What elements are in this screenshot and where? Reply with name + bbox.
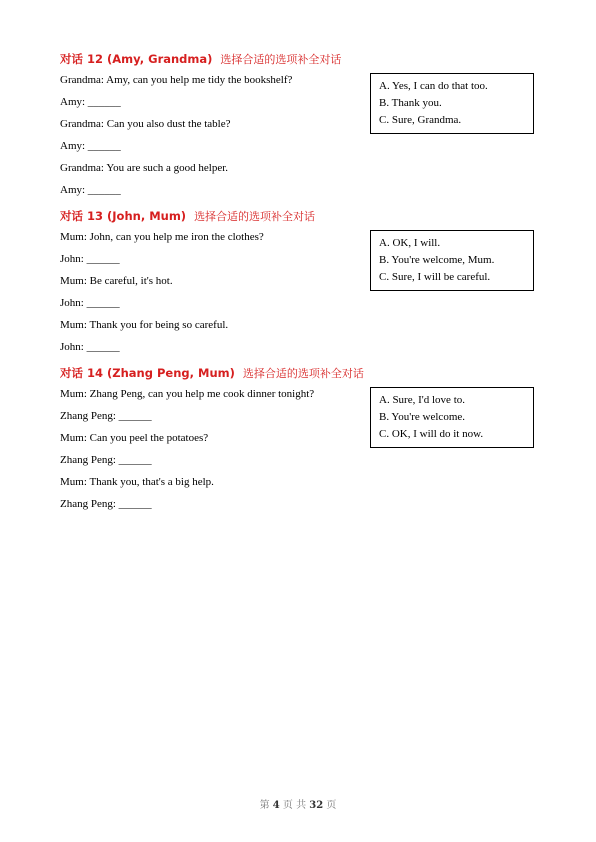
option-b: B. Thank you. (379, 97, 442, 109)
option-c: C. OK, I will do it now. (379, 428, 484, 440)
dialogue-line: Grandma: Amy, can you help me tidy the bookshelf? (60, 74, 293, 86)
option-c: C. Sure, I will be careful. (379, 271, 491, 283)
dialogue-heading (60, 366, 364, 381)
dialogue-line: Amy: ______ (60, 140, 121, 152)
options-box (370, 387, 534, 448)
option-a: A. Yes, I can do that too. (379, 80, 488, 92)
option-b: B. You're welcome, Mum. (379, 254, 495, 266)
dialogue-line: Mum: Be careful, it's hot. (60, 275, 173, 287)
footer-suffix: 页 (326, 800, 337, 811)
options-box (370, 73, 534, 134)
dialogue-heading (60, 52, 341, 67)
dialogue-line: Amy: ______ (60, 184, 121, 196)
dialogue-line: Mum: Can you peel the potatoes? (60, 432, 209, 444)
dialogue-line: Mum: Thank you, that's a big help. (60, 476, 214, 488)
option-c: C. Sure, Grandma. (379, 114, 462, 126)
dialogue-line: John: ______ (60, 341, 120, 353)
dialogue-title: 对话 13 (John, Mum) (60, 209, 187, 223)
dialogue-instruction: 选择合适的选项补全对话 (242, 367, 364, 380)
dialogue-line: Zhang Peng: ______ (60, 498, 152, 510)
dialogue-line: Mum: Zhang Peng, can you help me cook dinner tonight? (60, 388, 315, 400)
option-a: A. OK, I will. (379, 237, 441, 249)
current-page-number: 4 (272, 800, 280, 811)
dialogue-line: John: ______ (60, 253, 120, 265)
total-page-number: 32 (309, 800, 324, 811)
dialogue-line: Mum: John, can you help me iron the clothes? (60, 231, 264, 243)
dialogue-instruction: 选择合适的选项补全对话 (220, 53, 342, 66)
dialogue-title: 对话 14 (Zhang Peng, Mum) (60, 366, 235, 380)
dialogue-line: Grandma: You are such a good helper. (60, 162, 229, 174)
dialogue-line: Zhang Peng: ______ (60, 454, 152, 466)
options-box (370, 230, 534, 291)
dialogue-line: Grandma: Can you also dust the table? (60, 118, 231, 130)
page-footer (0, 796, 596, 811)
footer-prefix: 第 (259, 800, 270, 811)
dialogue-line: Zhang Peng: ______ (60, 410, 152, 422)
dialogue-title: 对话 12 (Amy, Grandma) (60, 52, 213, 66)
dialogue-line: Mum: Thank you for being so careful. (60, 319, 229, 331)
dialogue-heading (60, 209, 315, 224)
option-a: A. Sure, I'd love to. (379, 394, 465, 406)
dialogue-line: John: ______ (60, 297, 120, 309)
dialogue-line: Amy: ______ (60, 96, 121, 108)
dialogue-instruction: 选择合适的选项补全对话 (194, 210, 316, 223)
footer-middle: 页 共 (282, 800, 307, 811)
option-b: B. You're welcome. (379, 411, 466, 423)
